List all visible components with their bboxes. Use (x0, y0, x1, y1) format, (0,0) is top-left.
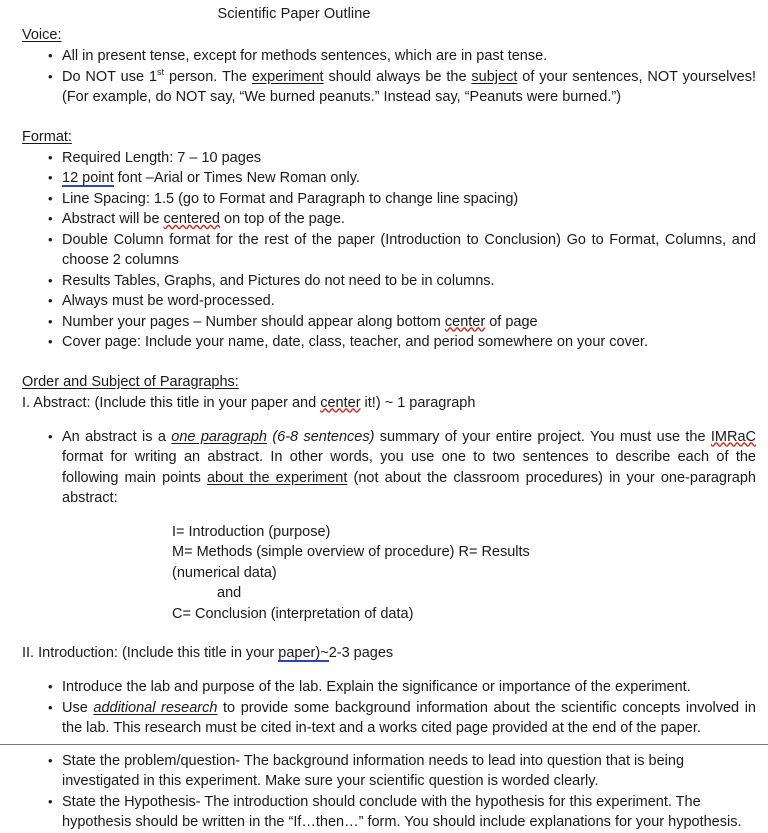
list-item: • Number your pages – Number should appear along bottom center of page (62, 312, 768, 333)
spelling-marker-centered: centered (163, 211, 220, 227)
outline-item-introduction: II. Introduction: (Include this title in your paper)~2-3 pages (22, 645, 394, 661)
voice-bullet-list (0, 46, 768, 108)
spelling-marker-imrac: IMRaC (710, 428, 757, 445)
introduction-bullet-list-upper (0, 677, 768, 739)
list-item: • State the Hypothesis- The introduction should conclude with the hypothesis for this experiment. The hypothesis should be written in the “If…then…” form. You should include explanations for your hypothesis. (62, 792, 768, 833)
format-bullet-list (0, 148, 768, 353)
list-item: • All in present tense, except for methods sentences, which are in past tense. (62, 46, 768, 67)
imrac-line-numerical-data: (numerical data) (172, 564, 277, 581)
imrac-line-introduction: I= Introduction (purpose) (172, 523, 331, 540)
imrac-line-conclusion: C= Conclusion (interpretation of data) (172, 605, 414, 622)
list-item: • Do NOT use 1st person. The experiment should always be the subject of your sentences, NOT yourselves! (For example, do NOT say, “We burned peanuts.” Instead say, “Peanuts were burned.”) (62, 67, 768, 108)
abstract-bullet-list (0, 427, 768, 509)
list-item: • Cover page: Include your name, date, class, teacher, and period somewhere on your cover. (62, 332, 768, 353)
emphasis-one-paragraph: one paragraph (171, 428, 267, 445)
spelling-marker-center-abstract: center (320, 394, 361, 411)
list-item: • Always must be word-processed. (62, 291, 768, 312)
spelling-marker-center: center (444, 313, 486, 330)
ordinal-suffix: st (157, 66, 165, 77)
list-item: • Abstract will be centered on top of the page. (62, 209, 768, 230)
section-heading-voice: Voice: (22, 27, 62, 43)
horizontal-rule (0, 744, 768, 745)
list-item: • Double Column format for the rest of the paper (Introduction to Conclusion) Go to Format, Columns, and choose 2 columns (62, 230, 768, 271)
section-heading-order: Order and Subject of Paragraphs: (22, 373, 239, 390)
grammar-marker-paper: paper)~ (278, 645, 329, 661)
section-heading-format: Format: (22, 128, 72, 145)
imrac-line-methods-results: M= Methods (simple overview of procedure) R= Results (172, 544, 530, 560)
emphasis-additional-research: additional research (93, 699, 218, 716)
list-item: • Results Tables, Graphs, and Pictures do not need to be in columns. (62, 271, 768, 292)
outline-item-abstract: I. Abstract: (Include this title in your paper and center it!) ~ 1 paragraph (22, 394, 476, 411)
underlined-term-about-the-experiment: about the experiment (206, 469, 348, 486)
list-item: • Required Length: 7 – 10 pages (62, 148, 768, 169)
list-item: • Use additional research to provide some background information about the scientific concepts involved in the lab. This research must be cited in-text and a works cited page provided at the end of the paper. (62, 698, 768, 739)
imrac-definition-block (172, 522, 768, 625)
introduction-bullet-list-lower (0, 751, 768, 833)
page-break-divider (0, 739, 768, 751)
list-item: • State the problem/question- The background information needs to lead into question that is being investigated in this experiment. Make sure your scientific question is worded clearly. (62, 751, 768, 792)
emphasis-sentence-count: (6-8 sentences) (272, 428, 375, 445)
underlined-term-subject: subject (471, 68, 518, 85)
underlined-term-experiment: experiment (251, 68, 324, 85)
imrac-line-and: and (217, 585, 242, 601)
grammar-marker-12point: 12 point (62, 170, 114, 186)
list-item: • An abstract is a one paragraph (6-8 sentences) summary of your entire project. You must use the IMRaC format for writing an abstract. In other words, you use one to two sentences to describe each of the following main points about the experiment (not about the classroom procedures) in your one-paragraph abstract: (62, 427, 768, 509)
list-item: • 12 point font –Arial or Times New Roman only. (62, 168, 768, 189)
list-item: • Introduce the lab and purpose of the lab. Explain the significance or importance of the experiment. (62, 677, 768, 698)
page-title: Scientific Paper Outline (217, 6, 371, 22)
list-item: • Line Spacing: 1.5 (go to Format and Paragraph to change line spacing) (62, 189, 768, 210)
